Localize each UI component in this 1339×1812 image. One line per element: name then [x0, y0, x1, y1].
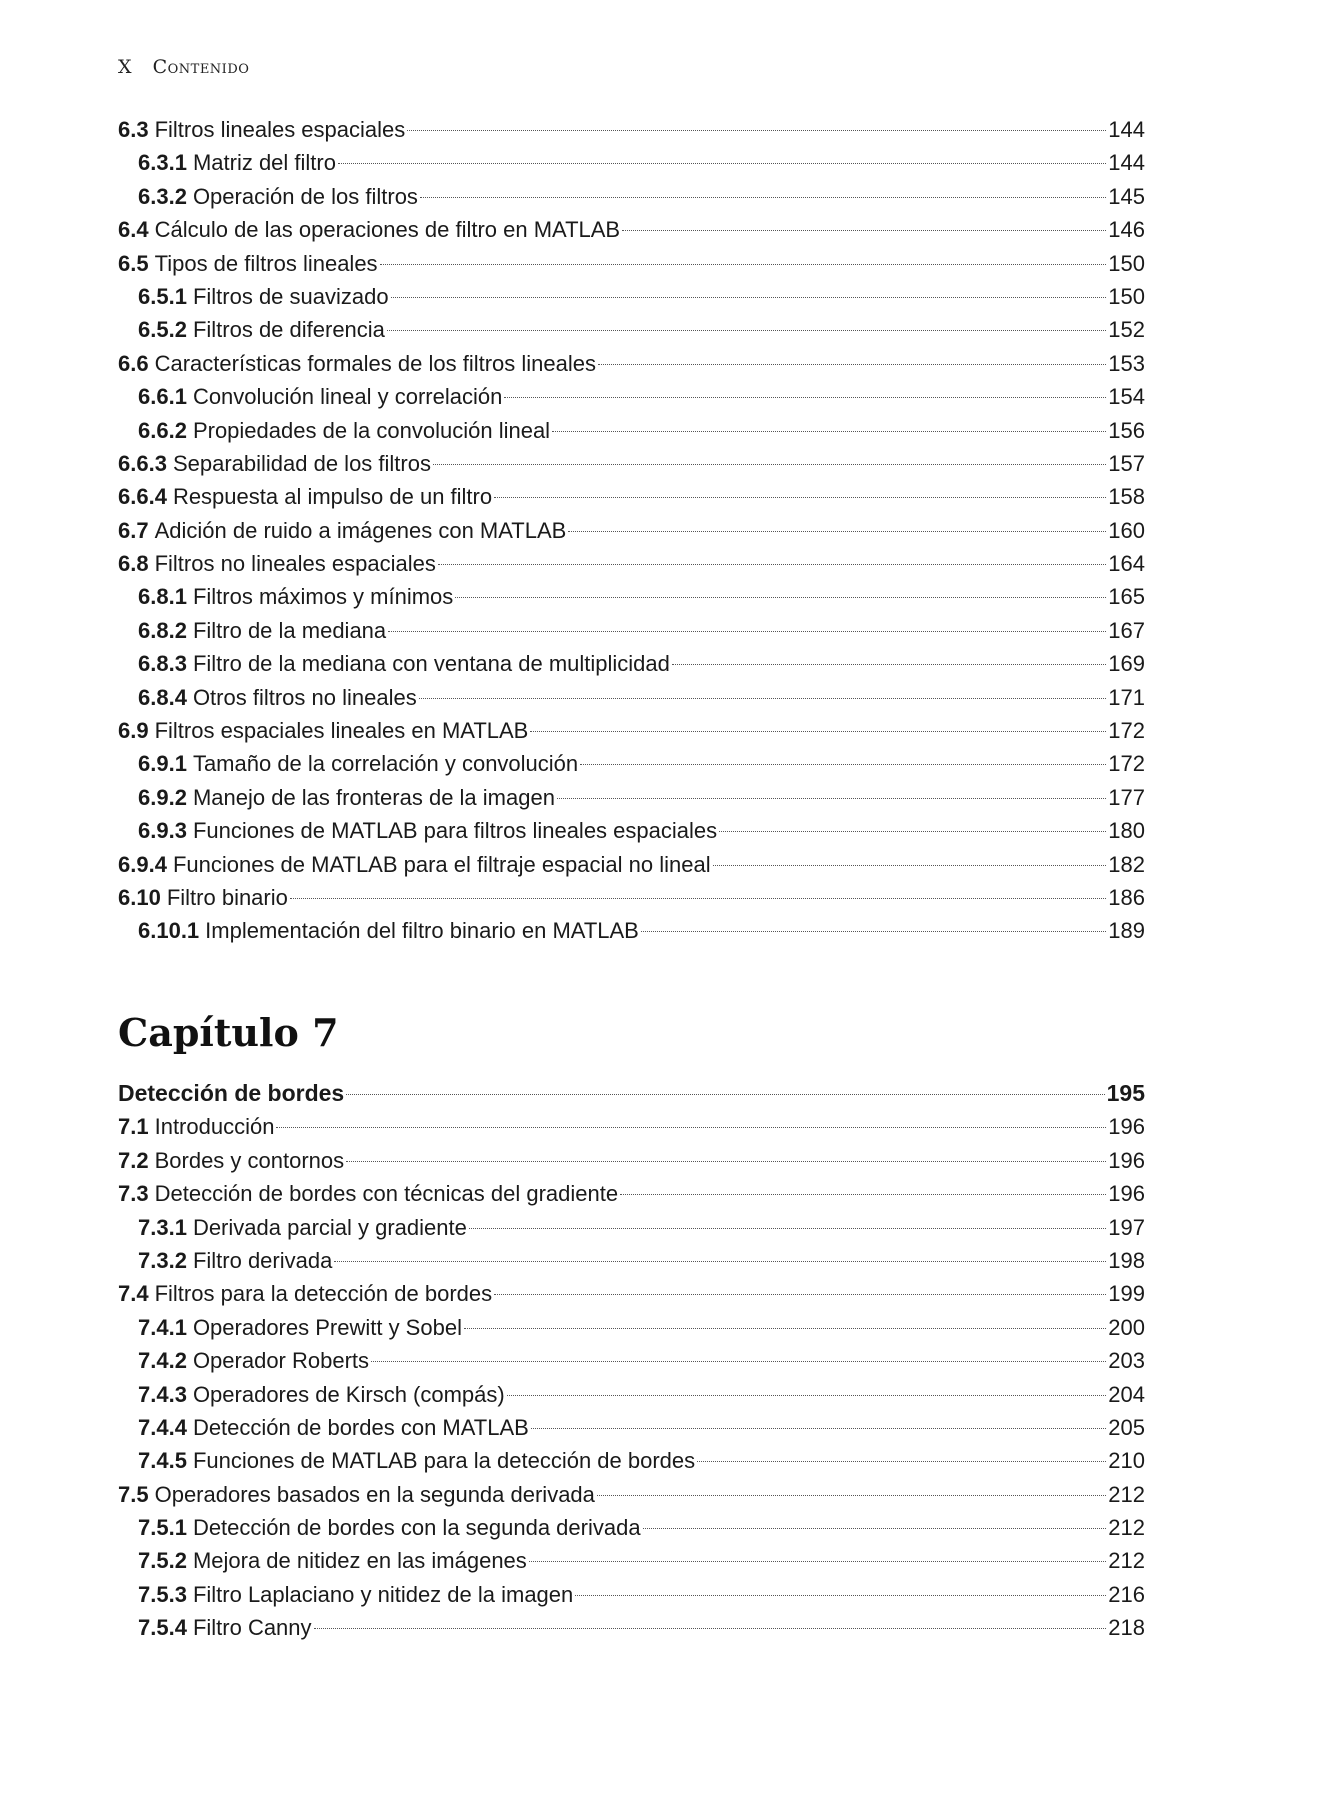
- toc-entry[interactable]: [118, 380, 1145, 413]
- toc-entry-title: Convolución lineal y correlación: [192, 384, 503, 410]
- toc-entry[interactable]: [118, 480, 1145, 513]
- toc-entry[interactable]: [118, 1478, 1145, 1511]
- toc-entry[interactable]: [118, 1244, 1145, 1277]
- toc-dot-leader: [391, 297, 1107, 298]
- toc-entry[interactable]: [118, 247, 1145, 280]
- toc-dot-leader: [672, 664, 1106, 665]
- toc-entry-page: 186: [1108, 884, 1145, 910]
- toc-entry-page: 196: [1108, 1181, 1145, 1207]
- toc-dot-leader: [575, 1595, 1106, 1596]
- toc-entry-page: 205: [1108, 1414, 1145, 1440]
- toc-dot-leader: [580, 764, 1106, 765]
- toc-entry-page: 196: [1108, 1114, 1145, 1140]
- toc-entry-title: Otros filtros no lineales: [192, 684, 417, 710]
- toc-entry-title: Filtros máximos y mínimos: [192, 584, 454, 610]
- toc-entry-number: 7.2: [118, 1147, 149, 1173]
- toc-entry[interactable]: [118, 113, 1145, 146]
- toc-entry-title: Detección de bordes con la segunda derivada: [192, 1515, 641, 1541]
- toc-entry-title: Detección de bordes con MATLAB: [192, 1414, 529, 1440]
- toc-dot-leader: [380, 264, 1107, 265]
- toc-entry-page: 199: [1108, 1281, 1145, 1307]
- toc-entry[interactable]: [118, 1177, 1145, 1210]
- toc-entry-number: 6.5: [118, 250, 149, 276]
- toc-dot-leader: [438, 564, 1106, 565]
- toc-entry-page: 154: [1108, 384, 1145, 410]
- toc-entry-page: 189: [1108, 918, 1145, 944]
- toc-entry[interactable]: [118, 1378, 1145, 1411]
- toc-dot-leader: [597, 1495, 1106, 1496]
- toc-entry-number: 6.9.1: [138, 751, 187, 777]
- toc-entry-title: Respuesta al impulso de un filtro: [172, 484, 493, 510]
- toc-entry-page: 144: [1108, 150, 1145, 176]
- toc-entry-number: 7.5.4: [138, 1615, 187, 1641]
- toc-entry-number: 6.6.2: [138, 417, 187, 443]
- toc-dot-leader: [494, 1294, 1106, 1295]
- toc-entry-number: 7.4.2: [138, 1348, 187, 1374]
- toc-entry-number: 6.6.1: [138, 384, 187, 410]
- toc-dot-leader: [420, 197, 1106, 198]
- toc-dot-leader: [719, 831, 1106, 832]
- toc-entry-number: 6.10.1: [138, 918, 200, 944]
- toc-entry-page: 210: [1108, 1448, 1145, 1474]
- toc-entry-number: 7.4: [118, 1281, 149, 1307]
- toc-entry-page: 145: [1108, 183, 1145, 209]
- toc-entry-page: 165: [1108, 584, 1145, 610]
- toc-dot-leader: [346, 1094, 1104, 1095]
- toc-entry-page: 160: [1108, 517, 1145, 543]
- toc-entry-title: Operadores Prewitt y Sobel: [192, 1314, 462, 1340]
- toc-entry[interactable]: [118, 1411, 1145, 1444]
- toc-entry-page: 182: [1108, 851, 1145, 877]
- toc-entry[interactable]: [118, 1077, 1145, 1110]
- toc-dot-leader: [552, 431, 1106, 432]
- toc-entry-number: 7.3.2: [138, 1247, 187, 1273]
- toc-entry-number: 6.3.1: [138, 150, 187, 176]
- toc-dot-leader: [713, 865, 1107, 866]
- toc-entry[interactable]: [118, 347, 1145, 380]
- toc-dot-leader: [494, 497, 1106, 498]
- toc-entry-page: 197: [1108, 1214, 1145, 1240]
- toc-entry-number: 7.4.3: [138, 1381, 187, 1407]
- toc-entry-page: 146: [1108, 217, 1145, 243]
- toc-entry-title: Operadores basados en la segunda derivada: [154, 1481, 595, 1507]
- toc-entry-page: 195: [1106, 1080, 1145, 1106]
- toc-dot-leader: [568, 531, 1106, 532]
- toc-entry-title: Adición de ruido a imágenes con MATLAB: [154, 517, 567, 543]
- toc-entry-title: Funciones de MATLAB para la detección de bordes: [192, 1448, 696, 1474]
- toc-entry-number: 6.5.2: [138, 317, 187, 343]
- toc-entry-number: 6.5.1: [138, 283, 187, 309]
- toc-dot-leader: [433, 464, 1106, 465]
- toc-entry-page: 212: [1108, 1481, 1145, 1507]
- toc-entry-title: Operador Roberts: [192, 1348, 370, 1374]
- toc-dot-leader: [388, 631, 1106, 632]
- toc-entry[interactable]: [118, 681, 1145, 714]
- toc-entry[interactable]: [118, 1311, 1145, 1344]
- toc-entry[interactable]: [118, 614, 1145, 647]
- toc-entry-page: 212: [1108, 1548, 1145, 1574]
- toc-entry[interactable]: [118, 1277, 1145, 1310]
- toc-entry-page: 167: [1108, 617, 1145, 643]
- chapter-title: Capítulo 7: [118, 1010, 339, 1055]
- toc-entry-page: 150: [1108, 250, 1145, 276]
- toc-entry-title: Filtros no lineales espaciales: [154, 551, 436, 577]
- toc-entry-title: Filtro de la mediana: [192, 617, 387, 643]
- toc-entry-title: Filtro binario: [166, 884, 288, 910]
- toc-entry[interactable]: [118, 1544, 1145, 1577]
- toc-dot-leader: [507, 1395, 1107, 1396]
- toc-entry-title: Filtro derivada: [192, 1247, 333, 1273]
- toc-entry[interactable]: [118, 647, 1145, 680]
- toc-entry-number: 6.6.3: [118, 450, 167, 476]
- toc-entry-page: 169: [1108, 651, 1145, 677]
- toc-entry[interactable]: [118, 1578, 1145, 1611]
- toc-entry-page: 150: [1108, 283, 1145, 309]
- toc-entry-title: Funciones de MATLAB para filtros lineales espaciales: [192, 818, 718, 844]
- toc-entry-title: Propiedades de la convolución lineal: [192, 417, 551, 443]
- toc-dot-leader: [276, 1127, 1106, 1128]
- toc-entry-number: 6.8.1: [138, 584, 187, 610]
- toc-entry-number: 6.9.4: [118, 851, 167, 877]
- toc-entry-page: 218: [1108, 1615, 1145, 1641]
- toc-entry-number: 6.9: [118, 718, 149, 744]
- toc-entry-page: 172: [1108, 751, 1145, 777]
- toc-entry-title: Cálculo de las operaciones de filtro en MATLAB: [154, 217, 621, 243]
- toc-entry[interactable]: [118, 1611, 1145, 1644]
- toc-entry-number: 7.4.4: [138, 1414, 187, 1440]
- toc-entry-number: 7.5.2: [138, 1548, 187, 1574]
- toc-dot-leader: [529, 1561, 1106, 1562]
- toc-entry-title: Filtros espaciales lineales en MATLAB: [154, 718, 529, 744]
- toc-entry[interactable]: [118, 814, 1145, 847]
- toc-entry[interactable]: [118, 180, 1145, 213]
- toc-entry-title: Funciones de MATLAB para el filtraje espacial no lineal: [172, 851, 711, 877]
- toc-entry-number: 6.10: [118, 884, 161, 910]
- toc-entry-number: 7.3.1: [138, 1214, 187, 1240]
- toc-entry-page: 144: [1108, 117, 1145, 142]
- toc-entry[interactable]: [118, 1444, 1145, 1477]
- toc-entry-number: 7.1: [118, 1114, 149, 1140]
- toc-entry-title: Filtro Canny: [192, 1615, 312, 1641]
- toc-entry-number: 6.8: [118, 551, 149, 577]
- toc-entry-number: 6.4: [118, 217, 149, 243]
- table-of-contents-part-2: [118, 1077, 1145, 1645]
- toc-dot-leader: [598, 364, 1106, 365]
- toc-entry-title: Filtros de diferencia: [192, 317, 385, 343]
- toc-entry[interactable]: [118, 914, 1145, 947]
- toc-entry-number: 6.3.2: [138, 183, 187, 209]
- toc-entry-number: 7.4.1: [138, 1314, 187, 1340]
- toc-entry-number: 7.5: [118, 1481, 149, 1507]
- toc-dot-leader: [469, 1228, 1106, 1229]
- toc-entry[interactable]: [118, 547, 1145, 580]
- toc-entry-page: 196: [1108, 1147, 1145, 1173]
- toc-entry-title: Tipos de filtros lineales: [154, 250, 378, 276]
- toc-entry-title: Implementación del filtro binario en MATLAB: [205, 918, 639, 944]
- toc-entry-page: 180: [1108, 818, 1145, 844]
- toc-entry[interactable]: [118, 580, 1145, 613]
- toc-entry-page: 153: [1108, 350, 1145, 376]
- toc-entry-number: 7.4.5: [138, 1448, 187, 1474]
- toc-entry[interactable]: [118, 213, 1145, 246]
- toc-entry-page: 157: [1108, 450, 1145, 476]
- toc-entry-page: 212: [1108, 1515, 1145, 1541]
- running-head-label: Contenido: [152, 56, 250, 78]
- toc-dot-leader: [290, 898, 1106, 899]
- toc-entry-number: 6.6: [118, 350, 149, 376]
- toc-entry-title: Introducción: [154, 1114, 275, 1140]
- toc-entry-page: 172: [1108, 718, 1145, 744]
- toc-entry[interactable]: [118, 313, 1145, 346]
- toc-dot-leader: [531, 1428, 1106, 1429]
- toc-entry-number: 6.6.4: [118, 484, 167, 510]
- table-of-contents-part-1: [118, 113, 1145, 948]
- toc-entry[interactable]: [118, 781, 1145, 814]
- toc-dot-leader: [643, 1528, 1107, 1529]
- toc-entry-number: 7.5.3: [138, 1581, 187, 1607]
- toc-entry-title: Separabilidad de los filtros: [172, 450, 431, 476]
- toc-entry-page: 156: [1108, 417, 1145, 443]
- toc-dot-leader: [504, 397, 1106, 398]
- toc-entry-page: 200: [1108, 1314, 1145, 1340]
- toc-dot-leader: [622, 230, 1106, 231]
- toc-entry-title: Filtros de suavizado: [192, 283, 389, 309]
- toc-entry[interactable]: [118, 881, 1145, 914]
- toc-entry-number: 6.9.3: [138, 818, 187, 844]
- toc-entry-number: 6.8.3: [138, 651, 187, 677]
- toc-entry[interactable]: [118, 280, 1145, 313]
- toc-entry-number: 6.3: [118, 117, 149, 142]
- toc-entry-page: 158: [1108, 484, 1145, 510]
- toc-entry-title: Tamaño de la correlación y convolución: [192, 751, 579, 777]
- toc-entry-title: Derivada parcial y gradiente: [192, 1214, 467, 1240]
- toc-dot-leader: [620, 1194, 1106, 1195]
- running-head: [118, 56, 249, 78]
- toc-dot-leader: [407, 130, 1106, 131]
- toc-entry[interactable]: [118, 1511, 1145, 1544]
- toc-dot-leader: [346, 1161, 1106, 1162]
- toc-entry-title: Operadores de Kirsch (compás): [192, 1381, 505, 1407]
- toc-entry[interactable]: [118, 1144, 1145, 1177]
- toc-entry[interactable]: [118, 146, 1145, 179]
- toc-dot-leader: [455, 597, 1106, 598]
- page-folio: X: [118, 56, 133, 78]
- toc-dot-leader: [464, 1328, 1106, 1329]
- toc-entry-number: 7.3: [118, 1181, 149, 1207]
- toc-entry-title: Filtro Laplaciano y nitidez de la imagen: [192, 1581, 574, 1607]
- toc-entry-title: Manejo de las fronteras de la imagen: [192, 784, 555, 810]
- toc-dot-leader: [334, 1261, 1106, 1262]
- toc-dot-leader: [371, 1361, 1106, 1362]
- toc-dot-leader: [530, 731, 1106, 732]
- toc-dot-leader: [338, 163, 1106, 164]
- toc-entry-title: Bordes y contornos: [154, 1147, 345, 1173]
- toc-entry-title: Filtros para la detección de bordes: [154, 1281, 493, 1307]
- toc-entry-page: 204: [1108, 1381, 1145, 1407]
- toc-entry-page: 171: [1108, 684, 1145, 710]
- toc-entry-number: 6.7: [118, 517, 149, 543]
- toc-entry[interactable]: [118, 1110, 1145, 1143]
- toc-entry[interactable]: [118, 1211, 1145, 1244]
- toc-dot-leader: [641, 931, 1106, 932]
- toc-entry-title: Características formales de los filtros lineales: [154, 350, 596, 376]
- toc-entry-page: 164: [1108, 551, 1145, 577]
- toc-entry[interactable]: [118, 1344, 1145, 1377]
- toc-dot-leader: [419, 698, 1107, 699]
- toc-entry[interactable]: [118, 447, 1145, 480]
- toc-entry[interactable]: [118, 747, 1145, 780]
- toc-dot-leader: [697, 1461, 1106, 1462]
- toc-entry-title: Mejora de nitidez en las imágenes: [192, 1548, 527, 1574]
- toc-entry-page: 203: [1108, 1348, 1145, 1374]
- toc-entry-page: 198: [1108, 1247, 1145, 1273]
- toc-entry[interactable]: [118, 848, 1145, 881]
- toc-entry-title: Operación de los filtros: [192, 183, 418, 209]
- toc-entry-title: Detección de bordes: [118, 1080, 345, 1106]
- toc-dot-leader: [557, 798, 1106, 799]
- toc-entry[interactable]: [118, 514, 1145, 547]
- toc-entry-page: 177: [1108, 784, 1145, 810]
- toc-entry-number: 6.9.2: [138, 784, 187, 810]
- toc-entry-page: 152: [1108, 317, 1145, 343]
- toc-entry-number: 6.8.4: [138, 684, 187, 710]
- toc-entry-number: 7.5.1: [138, 1515, 187, 1541]
- toc-entry-title: Filtro de la mediana con ventana de multiplicidad: [192, 651, 670, 677]
- toc-dot-leader: [387, 330, 1106, 331]
- toc-dot-leader: [314, 1628, 1107, 1629]
- toc-entry-title: Filtros lineales espaciales: [154, 117, 406, 142]
- toc-entry-title: Matriz del filtro: [192, 150, 336, 176]
- toc-entry-number: 6.8.2: [138, 617, 187, 643]
- toc-entry[interactable]: [118, 414, 1145, 447]
- toc-entry-title: Detección de bordes con técnicas del gradiente: [154, 1181, 619, 1207]
- toc-entry[interactable]: [118, 714, 1145, 747]
- toc-entry-page: 216: [1108, 1581, 1145, 1607]
